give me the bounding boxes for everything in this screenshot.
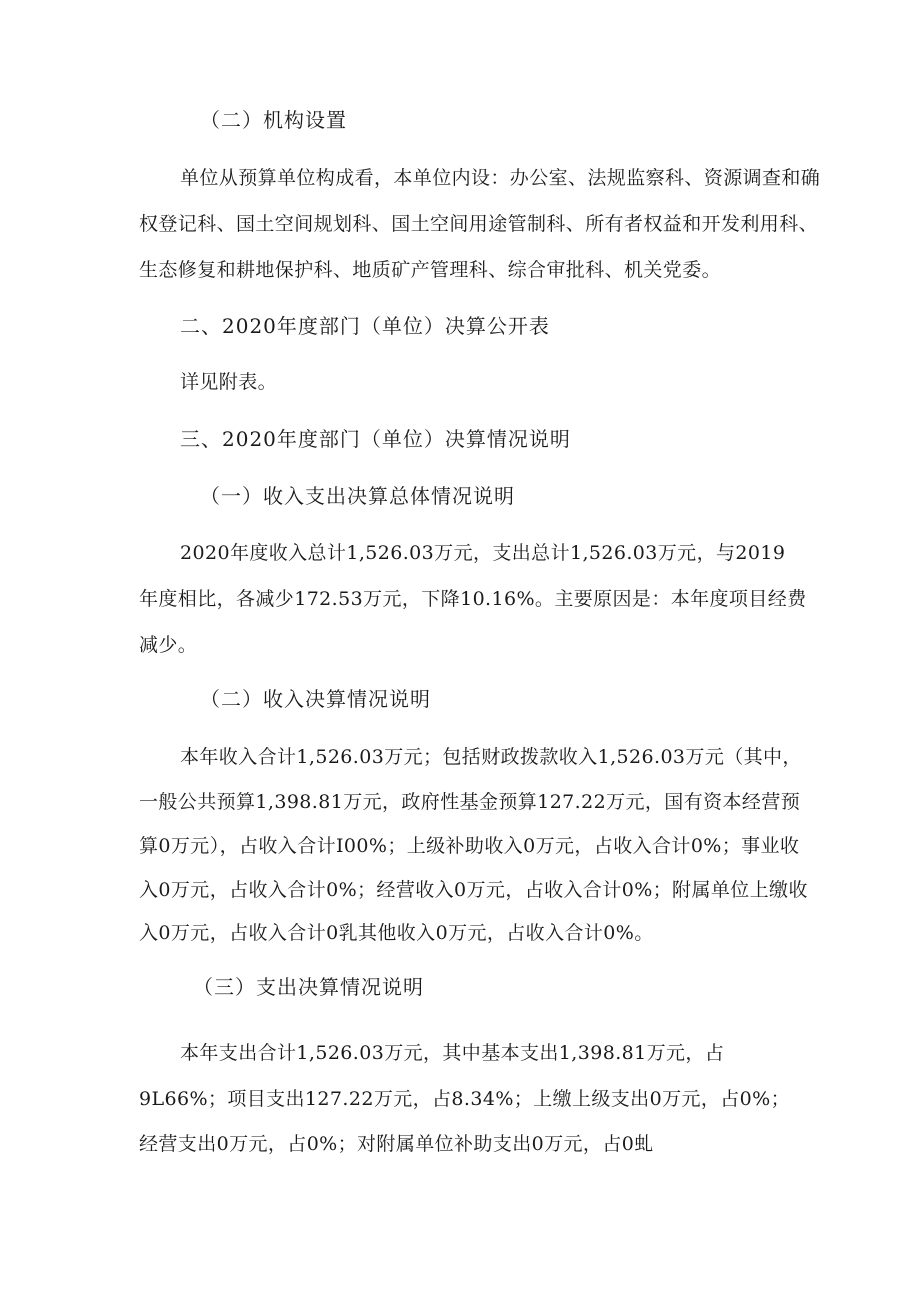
subsection-1-line-2: 年度相比，各减少172.53万元，下降10.16%。主要原因是：本年度项目经费: [139, 588, 807, 610]
subsection-1-line-3: 减少。: [139, 634, 198, 656]
subsection-1-line-1: 2020年度收入总计1,526.03万元，支出总计1,526.03万元，与2019: [180, 542, 786, 564]
section-2-body: 详见附表。: [180, 371, 278, 393]
subsection-2-line-2: 一般公共预算1,398.81万元，政府性基金预算127.22万元，国有资本经营预: [139, 791, 801, 813]
org-setup-heading: （二）机构设置: [200, 108, 347, 132]
subsection-3-line-3: 经营支出0万元，占0%；对附属单位补助支出0万元，占0虬: [139, 1133, 654, 1155]
subsection-2-heading: （二）收入决算情况说明: [200, 687, 431, 711]
subsection-3-line-1: 本年支出合计1,526.03万元，其中基本支出1,398.81万元，占: [180, 1042, 725, 1064]
subsection-2-line-5: 入0万元，占收入合计0乳其他收入0万元，占收入合计0%。: [139, 922, 654, 944]
subsection-2-line-4: 入0万元，占收入合计0%；经营收入0万元，占收入合计0%；附属单位上缴收: [139, 879, 808, 901]
section-3-heading: 三、2020年度部门（单位）决算情况说明: [180, 427, 571, 451]
section-2-heading: 二、2020年度部门（单位）决算公开表: [180, 314, 550, 338]
subsection-1-heading: （一）收入支出决算总体情况说明: [200, 484, 515, 508]
subsection-3-heading: （三）支出决算情况说明: [193, 975, 424, 999]
subsection-2-line-1: 本年收入合计1,526.03万元；包括财政拨款收入1,526.03万元（其中，: [180, 746, 802, 768]
org-setup-line-1: 单位从预算单位构成看，本单位内设：办公室、法规监察科、资源调查和确: [180, 167, 821, 189]
subsection-3-line-2: 9L66%；项目支出127.22万元，占8.34%；上缴上级支出0万元，占0%；: [139, 1088, 791, 1110]
org-setup-line-2: 权登记科、国土空间规划科、国土空间用途管制科、所有者权益和开发利用科、: [139, 213, 819, 235]
subsection-2-line-3: 算0万元），占收入合计I00%；上级补助收入0万元，占收入合计0%；事业收: [139, 835, 800, 857]
org-setup-line-3: 生态修复和耕地保护科、地质矿产管理科、综合审批科、机关党委。: [139, 259, 722, 281]
